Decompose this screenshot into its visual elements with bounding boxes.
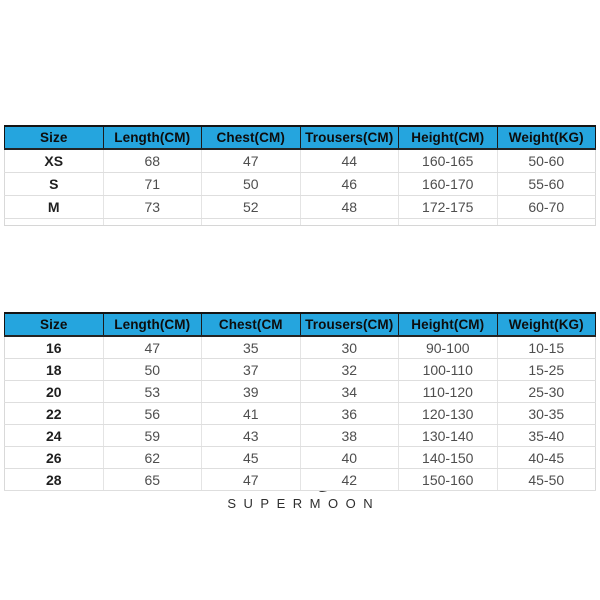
table-cell: 10-15 xyxy=(497,336,596,359)
table-cell: S xyxy=(5,173,104,196)
table-cell: 22 xyxy=(5,403,104,425)
header-row xyxy=(5,313,596,336)
table-cell: 120-130 xyxy=(399,403,498,425)
table-cell: 52 xyxy=(202,196,301,219)
column-header: Chest(CM) xyxy=(202,126,301,149)
table-cell: 26 xyxy=(5,447,104,469)
table-cell: 160-170 xyxy=(399,173,498,196)
table-cell: 140-150 xyxy=(399,447,498,469)
table-cell: M xyxy=(5,196,104,219)
column-header: Length(CM) xyxy=(103,126,202,149)
table-cell: 47 xyxy=(103,336,202,359)
table-cell: 56 xyxy=(103,403,202,425)
table-cell: 20 xyxy=(5,381,104,403)
column-header: Height(CM) xyxy=(399,313,498,336)
table-cell: 15-25 xyxy=(497,359,596,381)
column-header: Chest(CM xyxy=(202,313,301,336)
adult-size-table xyxy=(4,125,596,226)
column-header: Weight(KG) xyxy=(497,313,596,336)
table-cell: 45 xyxy=(202,447,301,469)
table-cell: 53 xyxy=(103,381,202,403)
table-cell: 44 xyxy=(300,149,399,173)
table-cell: 71 xyxy=(103,173,202,196)
column-header: Length(CM) xyxy=(103,313,202,336)
table-cell: 40 xyxy=(300,447,399,469)
table-cell: 160-165 xyxy=(399,149,498,173)
table-cell: 37 xyxy=(202,359,301,381)
table-cell: 35-40 xyxy=(497,425,596,447)
table-row xyxy=(5,173,596,196)
table-row xyxy=(5,425,596,447)
table-row xyxy=(5,381,596,403)
table-cell: 18 xyxy=(5,359,104,381)
table-cell: 38 xyxy=(300,425,399,447)
table-cell: 16 xyxy=(5,336,104,359)
table-cell: 40-45 xyxy=(497,447,596,469)
table-cell: 150-160 xyxy=(399,469,498,491)
header-row xyxy=(5,126,596,149)
table-cell: 45-50 xyxy=(497,469,596,491)
table-cell: 30-35 xyxy=(497,403,596,425)
table-row xyxy=(5,336,596,359)
column-header: Height(CM) xyxy=(399,126,498,149)
table-cell: 50 xyxy=(202,173,301,196)
table-cell: 48 xyxy=(300,196,399,219)
table-row xyxy=(5,447,596,469)
table-cell: 24 xyxy=(5,425,104,447)
column-header: Size xyxy=(5,313,104,336)
column-header: Weight(KG) xyxy=(497,126,596,149)
table-row xyxy=(5,359,596,381)
table-cell: 50-60 xyxy=(497,149,596,173)
table-cell: 41 xyxy=(202,403,301,425)
table-cell: 32 xyxy=(300,359,399,381)
table-cell: 100-110 xyxy=(399,359,498,381)
table-cell: 59 xyxy=(103,425,202,447)
table-cell: 130-140 xyxy=(399,425,498,447)
table-cell: 25-30 xyxy=(497,381,596,403)
table-row xyxy=(5,149,596,173)
table-cell: 34 xyxy=(300,381,399,403)
table-cell: 62 xyxy=(103,447,202,469)
table-cell: 50 xyxy=(103,359,202,381)
table-cell: 46 xyxy=(300,173,399,196)
table-cell: 36 xyxy=(300,403,399,425)
table-cell: 39 xyxy=(202,381,301,403)
table-cell: 73 xyxy=(103,196,202,219)
table-cell: 68 xyxy=(103,149,202,173)
table-cell: 60-70 xyxy=(497,196,596,219)
table-row xyxy=(5,469,596,491)
table-cell: 172-175 xyxy=(399,196,498,219)
table-row xyxy=(5,403,596,425)
table-cell: 35 xyxy=(202,336,301,359)
table-cell: 110-120 xyxy=(399,381,498,403)
table-cell: 30 xyxy=(300,336,399,359)
column-header: Trousers(CM) xyxy=(300,126,399,149)
table-cell: XS xyxy=(5,149,104,173)
column-header: Trousers(CM) xyxy=(300,313,399,336)
column-header: Size xyxy=(5,126,104,149)
table-cell: 90-100 xyxy=(399,336,498,359)
table-cell: 55-60 xyxy=(497,173,596,196)
table-cell: 43 xyxy=(202,425,301,447)
table-cell: 47 xyxy=(202,469,301,491)
table-cell: 28 xyxy=(5,469,104,491)
kids-size-table xyxy=(4,312,596,491)
table-cell: 42 xyxy=(300,469,399,491)
table-cell: 47 xyxy=(202,149,301,173)
brand-name: SUPERMOON xyxy=(227,496,381,511)
table-cell: 65 xyxy=(103,469,202,491)
